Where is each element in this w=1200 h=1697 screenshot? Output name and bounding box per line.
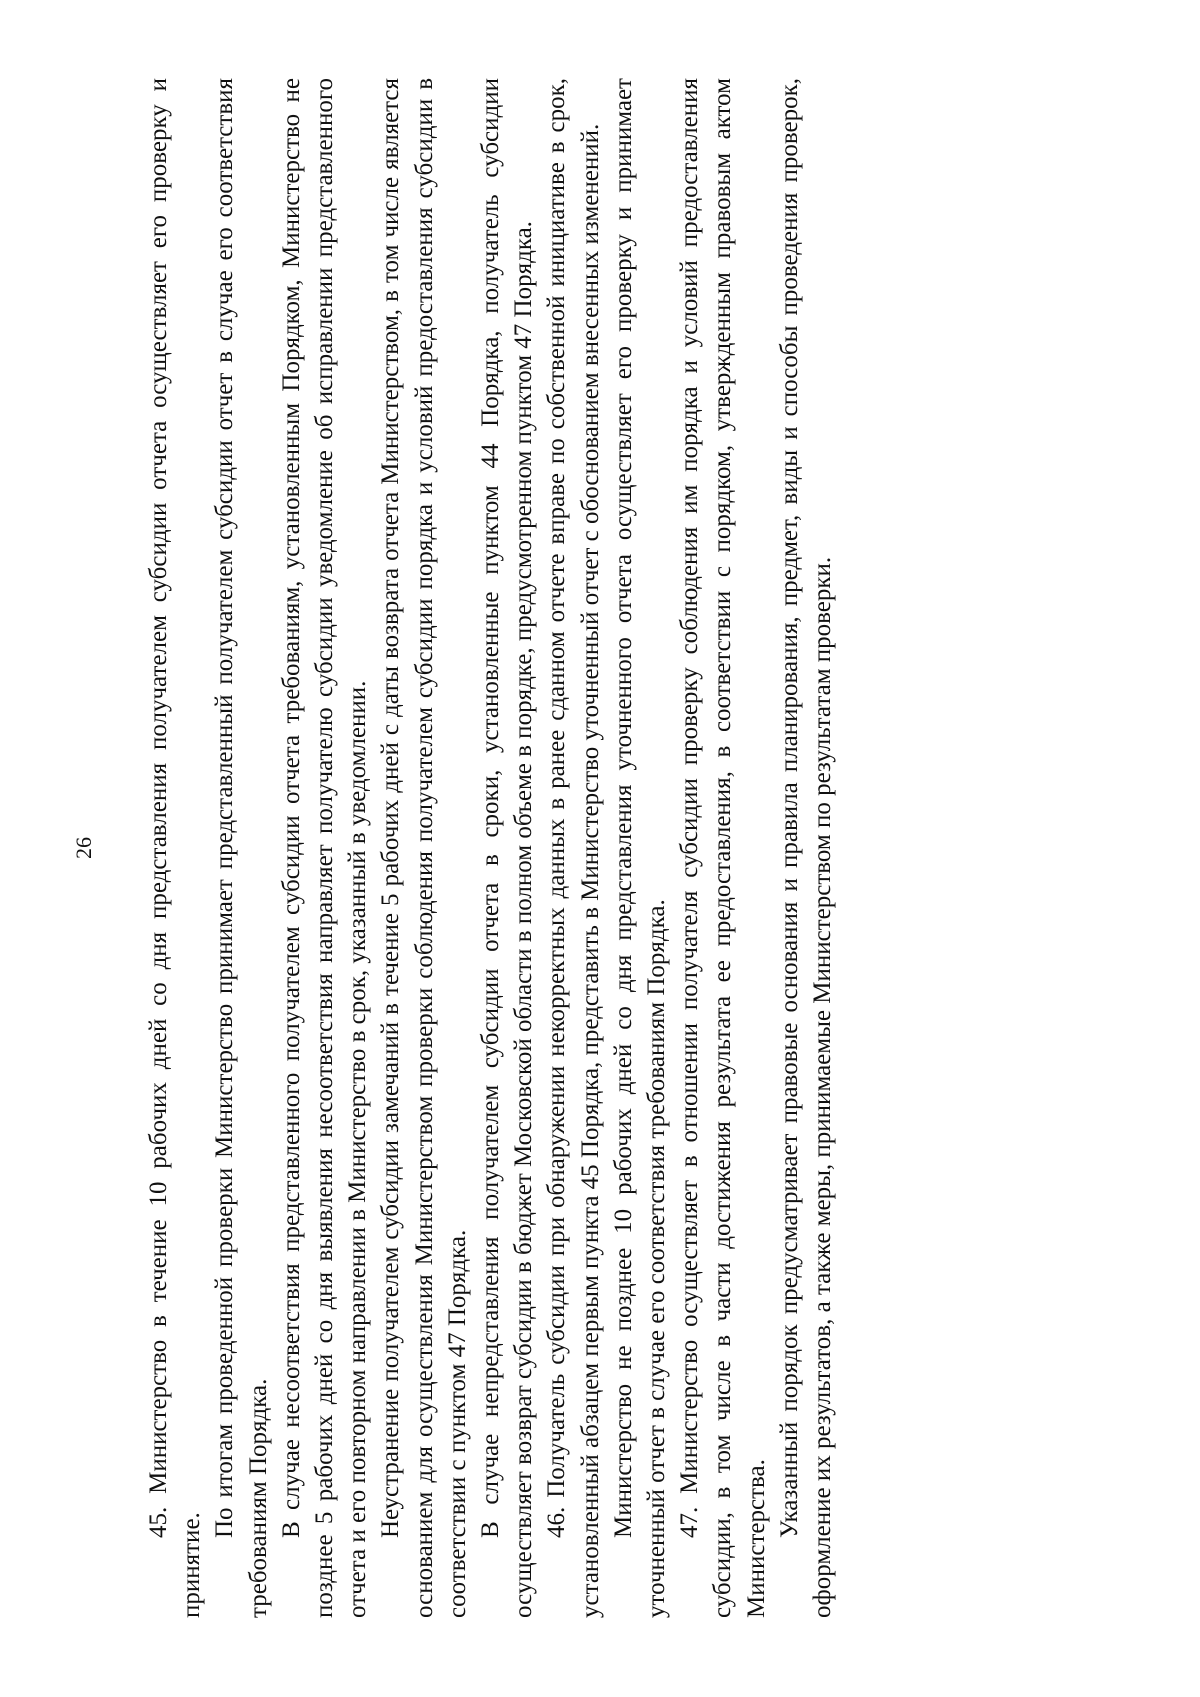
paragraph: Министерство не позднее 10 рабочих дней со дня представления уточненного отчета осуществляет его проверку и принимает уточненный отчет в случае его соответствия требованиям Порядка. — [609, 78, 671, 1618]
document-body — [142, 78, 839, 1618]
paragraph: 45. Министерство в течение 10 рабочих дней со дня представления получателем субсидии отчета осуществляет его проверку и принятие. — [145, 78, 206, 1618]
paragraph: В случае несоответствия представленного получателем субсидии отчета требованиям, установленным Порядком, Министерство не позднее 5 рабочих дней со дня выявления несоответствия направляет получателю субсидии уведомление об исправлении представленного отчета и его повторном направлении в Министерство в срок, указанный в уведомлении. — [277, 78, 372, 1618]
paragraph: В случае непредставления получателем субсидии отчета в сроки, установленные пунктом 44 Порядка, получатель субсидии осуществляет возврат субсидии в бюджет Московской области в полном объеме в порядке, предусмотренном пунктом 47 Порядка. — [477, 78, 538, 1618]
paragraph: Неустранение получателем субсидии замечаний в течение 5 рабочих дней с даты возврата отчета Министерством, в том числе является основанием для осуществления Министерством проверки соблюдения получателем субсидии порядка и условий предоставления субсидии в соответствии с пунктом 47 Порядка. — [377, 78, 471, 1618]
page-number: 26 — [71, 837, 96, 859]
paragraph: 46. Получатель субсидии при обнаружении некорректных данных в ранее сданном отчете вправе по собственной инициативе в срок, установленный абзацем первым пункта 45 Порядка, представить в Министерство уточненный отчет с обоснованием внесенных изменений. — [543, 78, 604, 1618]
paragraph: 47. Министерство осуществляет в отношении получателя субсидии проверку соблюдения им порядка и условий предоставления субсидии, в том числе в части достижения результата ее предоставления, в соответствии с порядком, утвержденным правовым актом Министерства. — [676, 78, 770, 1618]
rotated-content — [70, 78, 1130, 1618]
paragraph: Указанный порядок предусматривает правовые основания и правила планирования, предмет, виды и способы проведения проверок, оформление их результатов, а также меры, принимаемые Министерством по результатам проверки. — [775, 78, 837, 1618]
paragraph: По итогам проведенной проверки Министерство принимает представленный получателем субсидии отчет в случае его соответствия требованиям Порядка. — [211, 78, 272, 1618]
